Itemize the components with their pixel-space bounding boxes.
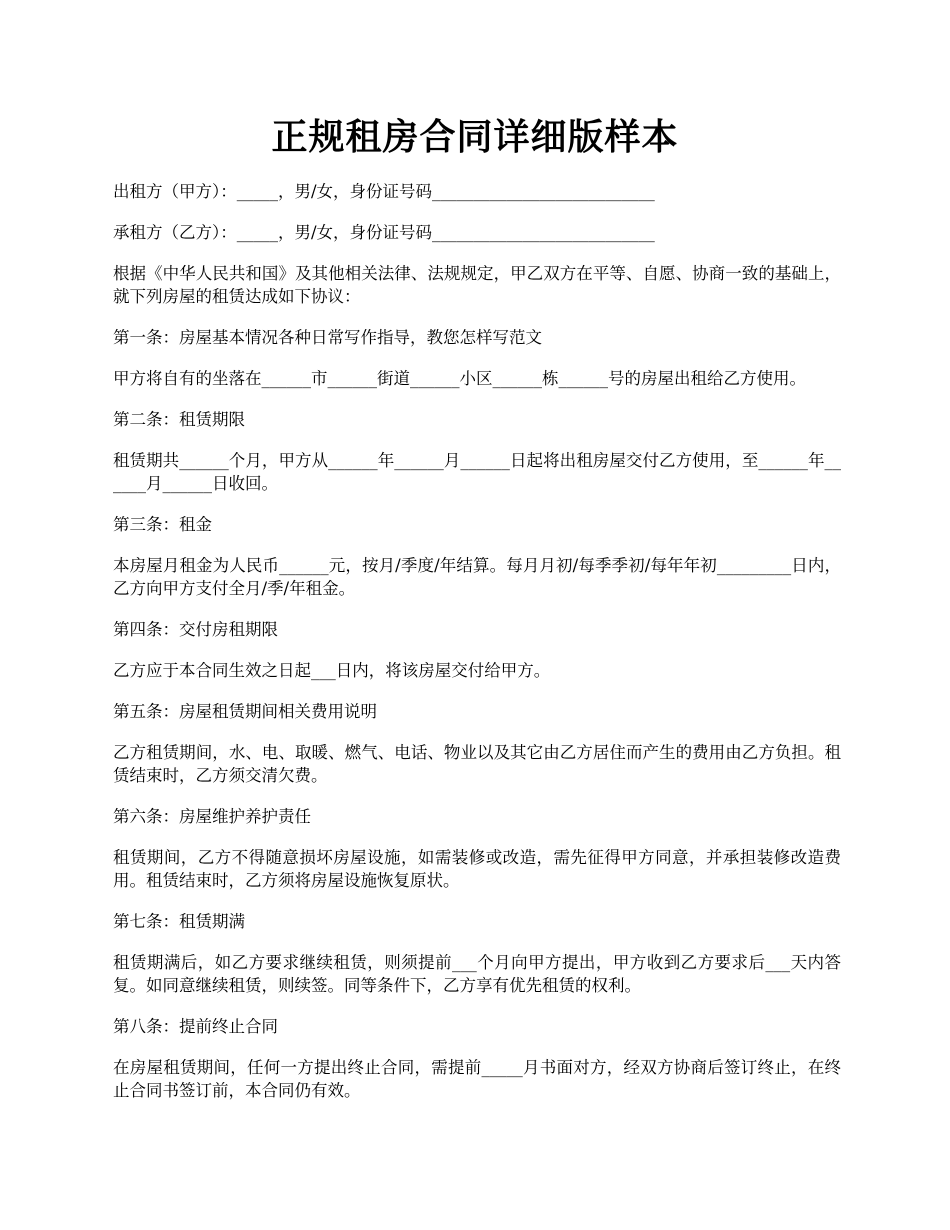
article-1-body: 甲方将自有的坐落在______市______街道______小区______栋______号的房屋出租给乙方使用。 bbox=[113, 369, 806, 388]
article-4-heading: 第四条：交付房租期限 bbox=[113, 620, 278, 639]
article-2-heading: 第二条：租赁期限 bbox=[113, 410, 245, 429]
document-body bbox=[113, 180, 841, 1120]
article-3-heading: 第三条：租金 bbox=[113, 515, 212, 534]
article-1-heading: 第一条：房屋基本情况各种日常写作指导，教您怎样写范文 bbox=[113, 328, 542, 347]
lessee-line: 承租方（乙方）：_____，男/女，身份证号码___________________________ bbox=[113, 223, 655, 242]
article-4-body: 乙方应于本合同生效之日起___日内，将该房屋交付给甲方。 bbox=[113, 661, 551, 680]
article-8-body: 在房屋租赁期间，任何一方提出终止合同，需提前_____月书面对方，经双方协商后签订终止，在终止合同书签订前，本合同仍有效。 bbox=[113, 1058, 841, 1100]
article-5-heading: 第五条：房屋租赁期间相关费用说明 bbox=[113, 702, 377, 721]
preamble-paragraph: 根据《中华人民共和国》及其他相关法律、法规规定，甲乙双方在平等、自愿、协商一致的基础上，就下列房屋的租赁达成如下协议： bbox=[113, 264, 841, 306]
article-8-heading: 第八条：提前终止合同 bbox=[113, 1017, 278, 1036]
article-7-heading: 第七条：租赁期满 bbox=[113, 912, 245, 931]
document-title: 正规租房合同详细版样本 bbox=[271, 116, 679, 158]
lessor-line: 出租方（甲方）：_____，男/女，身份证号码___________________________ bbox=[113, 182, 655, 201]
article-5-body: 乙方租赁期间，水、电、取暖、燃气、电话、物业以及其它由乙方居住而产生的费用由乙方负担。租赁结束时，乙方须交清欠费。 bbox=[113, 743, 841, 785]
article-6-body: 租赁期间，乙方不得随意损坏房屋设施，如需装修或改造，需先征得甲方同意，并承担装修改造费用。租赁结束时，乙方须将房屋设施恢复原状。 bbox=[113, 848, 841, 890]
article-2-body: 租赁期共______个月，甲方从______年______月______日起将出租房屋交付乙方使用，至______年______月______日收回。 bbox=[113, 451, 841, 493]
article-6-heading: 第六条：房屋维护养护责任 bbox=[113, 807, 311, 826]
article-7-body: 租赁期满后，如乙方要求继续租赁，则须提前___个月向甲方提出，甲方收到乙方要求后___天内答复。如同意继续租赁，则续签。同等条件下，乙方享有优先租赁的权利。 bbox=[113, 953, 841, 995]
article-3-body: 本房屋月租金为人民币______元，按月/季度/年结算。每月月初/每季季初/每年年初_________日内，乙方向甲方支付全月/季/年租金。 bbox=[113, 556, 841, 598]
